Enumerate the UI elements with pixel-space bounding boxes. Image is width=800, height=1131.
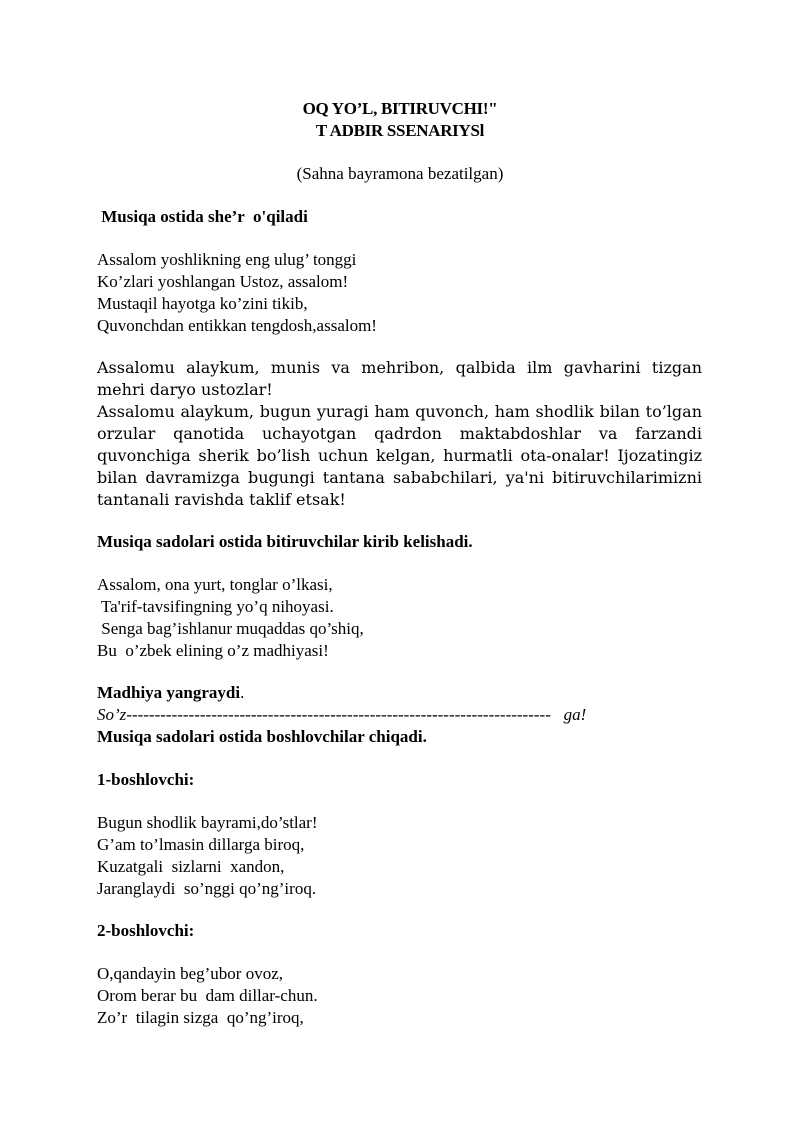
poem-line: Jaranglaydi so’nggi qo’ng’iroq. (97, 879, 317, 898)
greeting-paragraph-guests: Assalomu alaykum, bugun yuragi ham quvonch, ham shodlik bilan to’lgan orzular qanotida uchayotgan qadrdon maktabdoshlar va farzandi quvonchiga sherik bo’lish uchun kelgan, hurmatli ota-onalar! Ijozatingiz bilan davramizga bugungi tantana sababchilari, ya'ni bitiruvchilarimizni tantanali ravishda taklif etsak! (97, 402, 702, 509)
section-heading: Musiqa sadolari ostida boshlovchilar chiqadi. (97, 727, 427, 746)
section-heading-graduates (97, 531, 702, 553)
poem-line: Senga bag’ishlanur muqaddas qo’shiq, (97, 619, 364, 638)
section-heading: Musiqa sadolari ostida bitiruvchilar kirib kelishadi. (97, 532, 473, 551)
poem-host2 (97, 963, 702, 1029)
section-heading-poem (97, 206, 702, 228)
greeting-paragraph-teachers: Assalomu alaykum, munis va mehribon, qalbida ilm gavharini tizgan mehri daryo ustozlar! (97, 358, 702, 399)
poem-line: Ta'rif-tavsifingning yo’q nihoyasi. (97, 597, 334, 616)
poem-line: Orom berar bu dam dillar-chun. (97, 986, 318, 1005)
poem-line: Kuzatgali sizlarni xandon, (97, 857, 285, 876)
host1-label-block (97, 769, 702, 791)
poem-line: Bu o’zbek elining o’z madhiyasi! (97, 641, 329, 660)
poem-line: Quvonchdan entikkan tengdosh,assalom! (97, 316, 377, 335)
anthem-heading-line (97, 682, 702, 704)
poem-line: Bugun shodlik bayrami,do’stlar! (97, 813, 318, 832)
poem-line: Mustaqil hayotga ko’zini tikib, (97, 294, 308, 313)
document-title: OQ YO’L, BITIRUVCHI!" (302, 99, 498, 118)
anthem-credit-line: So’z--------------------------------------------------------------------------- ga! (97, 705, 587, 724)
poem-line: O,qandayin beg’ubor ovoz, (97, 964, 284, 983)
anthem-heading-period: . (240, 683, 245, 702)
anthem-block (97, 682, 702, 748)
poem-homeland (97, 574, 702, 662)
poem-line: Ko’zlari yoshlangan Ustoz, assalom! (97, 272, 349, 291)
anthem-heading: Madhiya yangraydi (97, 683, 241, 702)
host2-label-block (97, 920, 702, 942)
poem-line: Zo’r tilagin sizga qo’ng’iroq, (97, 1008, 304, 1027)
poem-host1 (97, 812, 702, 900)
poem-line: G’am to’lmasin dillarga biroq, (97, 835, 305, 854)
speaker-label: 2-boshlovchi: (97, 921, 195, 940)
speaker-label: 1-boshlovchi: (97, 770, 195, 789)
poem-greeting (97, 249, 702, 337)
stage-note: (Sahna bayramona bezatilgan) (296, 164, 504, 183)
document-subtitle-heading: T ADBIR SSENARIYSl (315, 121, 485, 140)
poem-line: Assalom, ona yurt, tonglar o’lkasi, (97, 575, 333, 594)
section-heading: Musiqa ostida she’r o'qiladi (97, 207, 308, 226)
poem-line: Assalom yoshlikning eng ulug’ tonggi (97, 250, 357, 269)
